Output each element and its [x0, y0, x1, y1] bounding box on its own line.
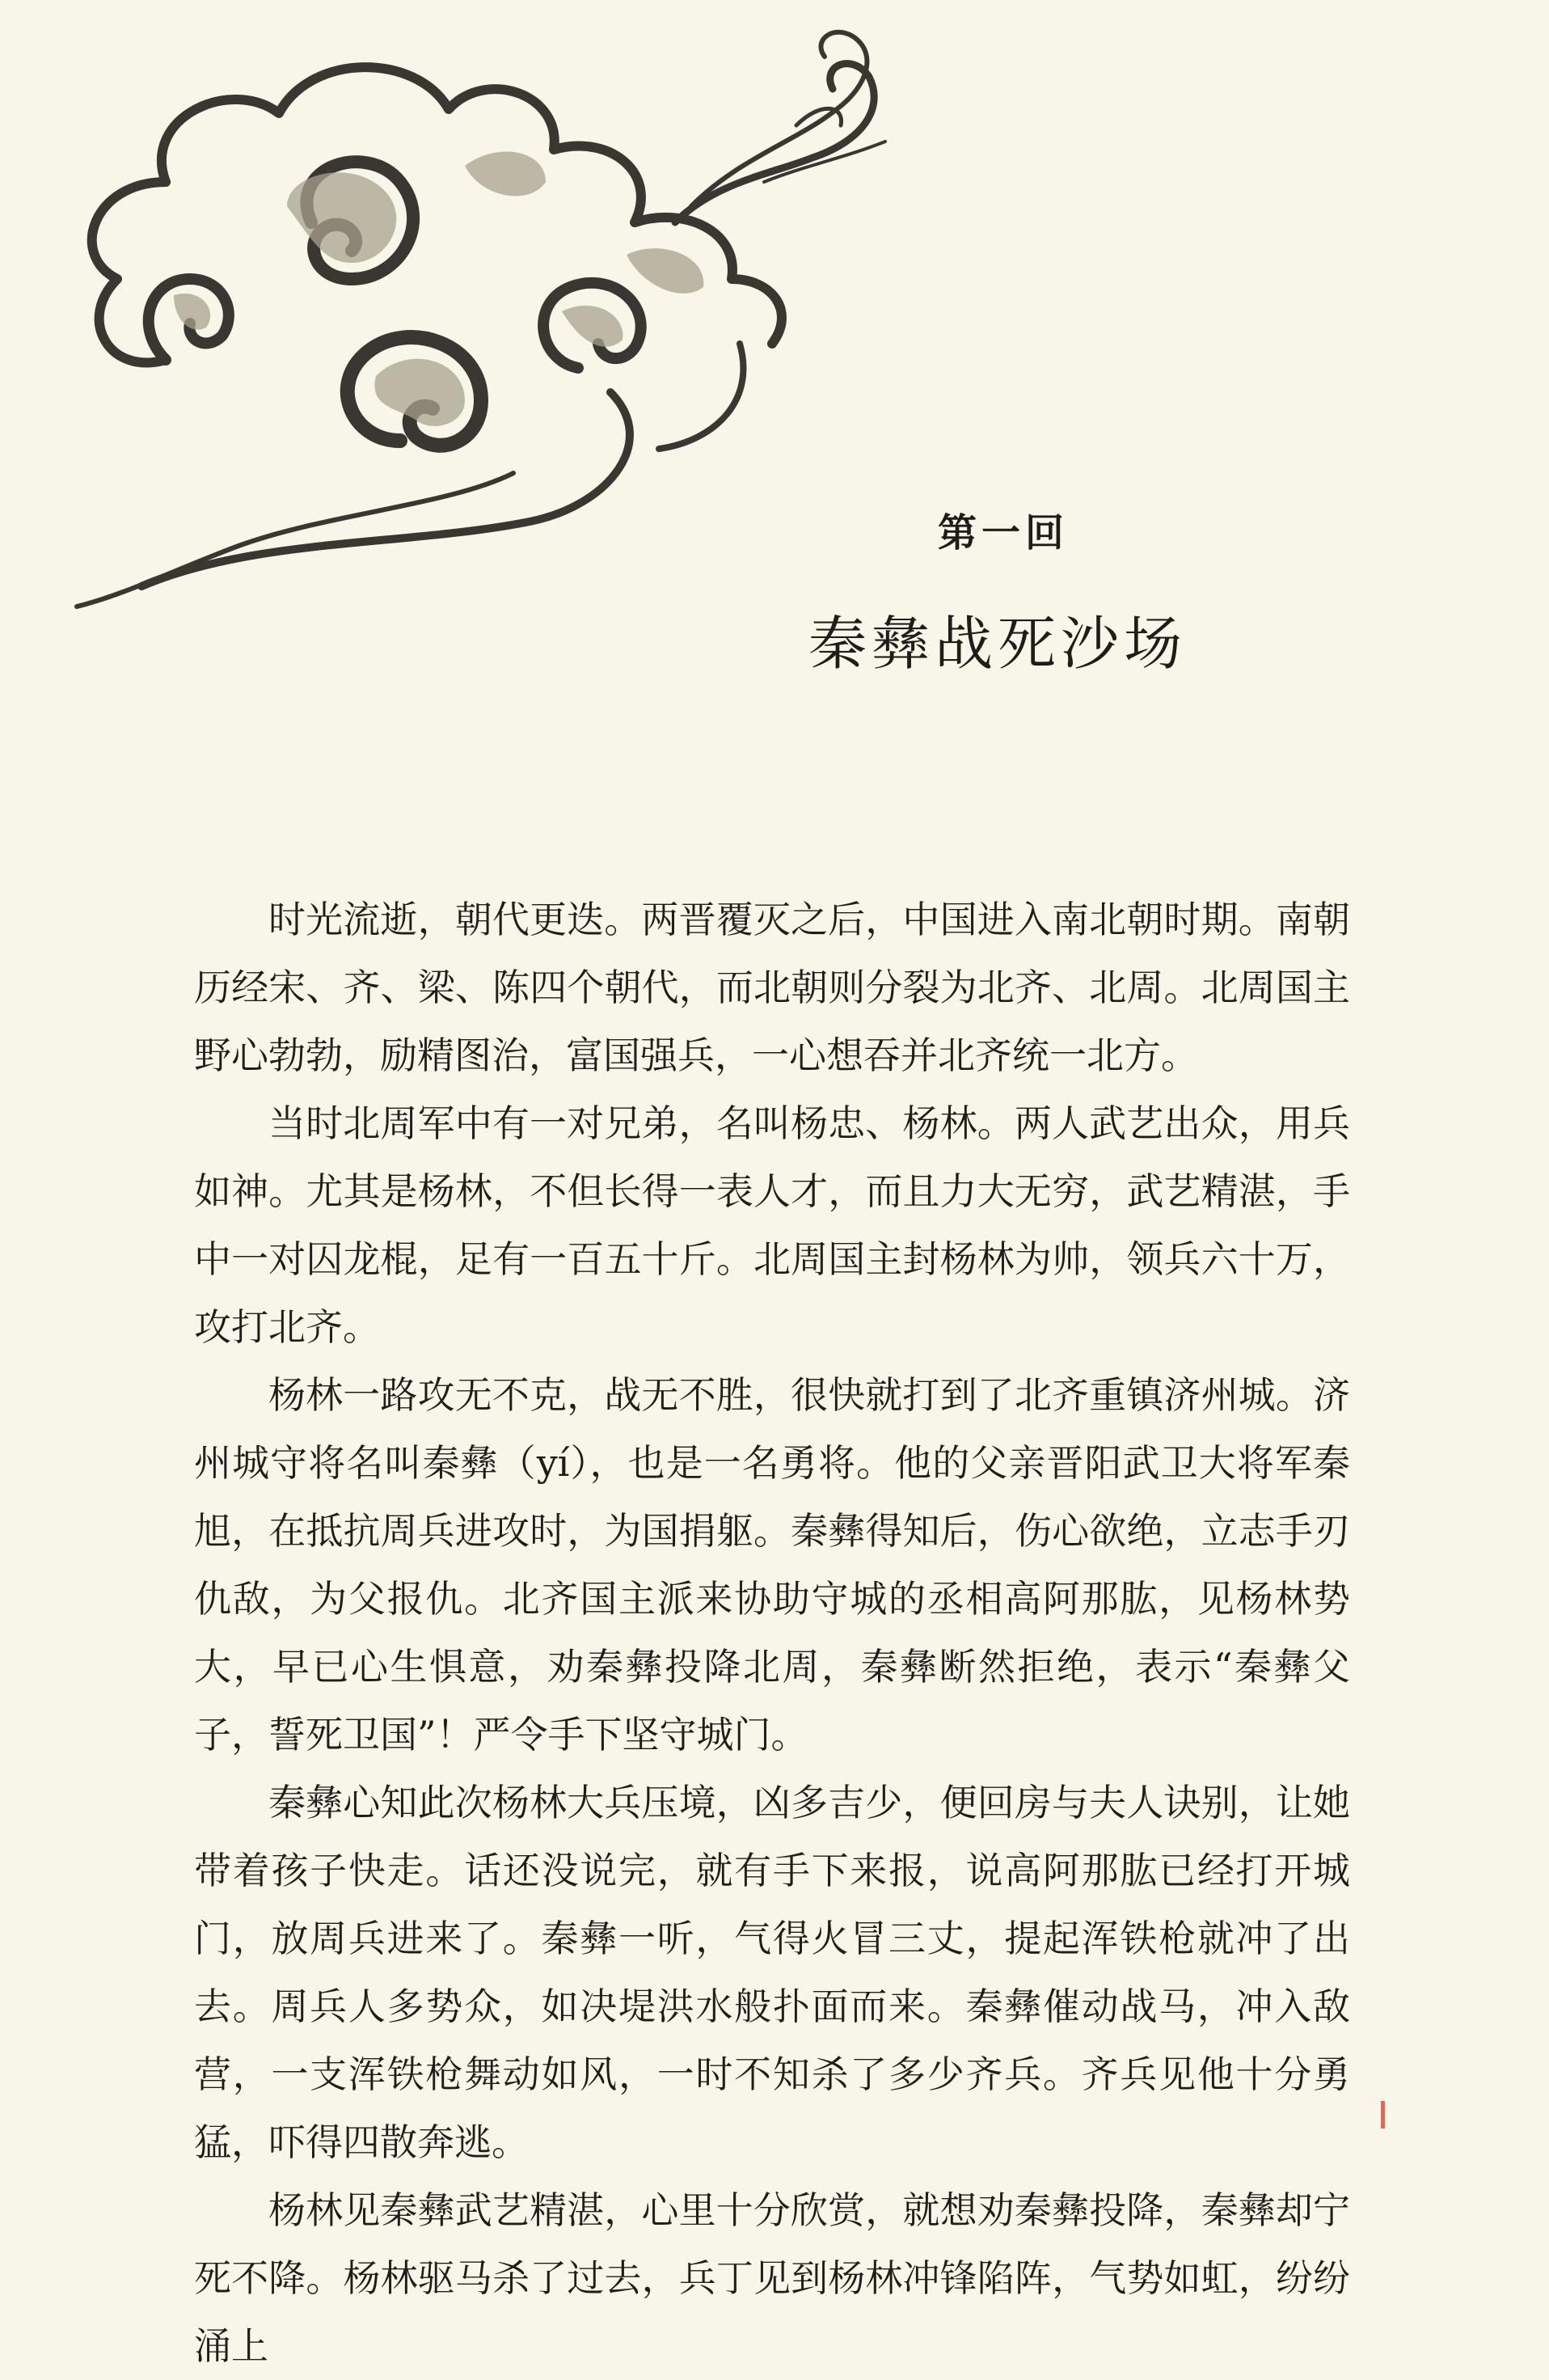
cloud-illustration	[44, 20, 918, 611]
page-edge-mark	[1381, 2101, 1385, 2128]
paragraph: 秦彝心知此次杨林大兵压境，凶多吉少，便回房与夫人诀别，让她带着孩子快走。话还没说完，就有手下来报，说高阿那肱已经打开城门，放周兵进来了。秦彝一听，气得火冒三丈，提起浑铁枪就冲了出去。周兵人多势众，如决堤洪水般扑面而来。秦彝催动战马，冲入敌营，一支浑铁枪舞动如风，一时不知杀了多少齐兵。齐兵见他十分勇猛，吓得四散奔逃。	[194, 1781, 1350, 2164]
paragraph: 时光流逝，朝代更迭。两晋覆灭之后，中国进入南北朝时期。南朝历经宋、齐、梁、陈四个朝代，而北朝则分裂为北齐、北周。北周国主野心勃勃，励精图治，富国强兵，一心想吞并北齐统一北方。	[194, 898, 1350, 1077]
chapter-title: 秦彝战死沙场	[808, 610, 1188, 678]
chapter-body	[194, 886, 1350, 2380]
paragraph: 杨林见秦彝武艺精湛，心里十分欣赏，就想劝秦彝投降，秦彝却宁死不降。杨林驱马杀了过去，兵丁见到杨林冲锋陷阵，气势如虹，纷纷涌上	[194, 2188, 1350, 2368]
chapter-number: 第一回	[938, 510, 1070, 556]
paragraph: 杨林一路攻无不克，战无不胜，很快就打到了北齐重镇济州城。济州城守将名叫秦彝（yí），也是一名勇将。他的父亲晋阳武卫大将军秦旭，在抵抗周兵进攻时，为国捐躯。秦彝得知后，伤心欲绝，立志手刃仇敌，为父报仇。北齐国主派来协助守城的丞相高阿那肱，见杨林势大，早已心生惧意，劝秦彝投降北周，秦彝断然拒绝，表示“秦彝父子，誓死卫国”！严令手下坚守城门。	[194, 1373, 1350, 1756]
paragraph: 当时北周军中有一对兄弟，名叫杨忠、杨林。两人武艺出众，用兵如神。尤其是杨林，不但长得一表人才，而且力大无穷，武艺精湛，手中一对囚龙棍，足有一百五十斤。北周国主封杨林为帅，领兵六十万，攻打北齐。	[194, 1101, 1350, 1349]
